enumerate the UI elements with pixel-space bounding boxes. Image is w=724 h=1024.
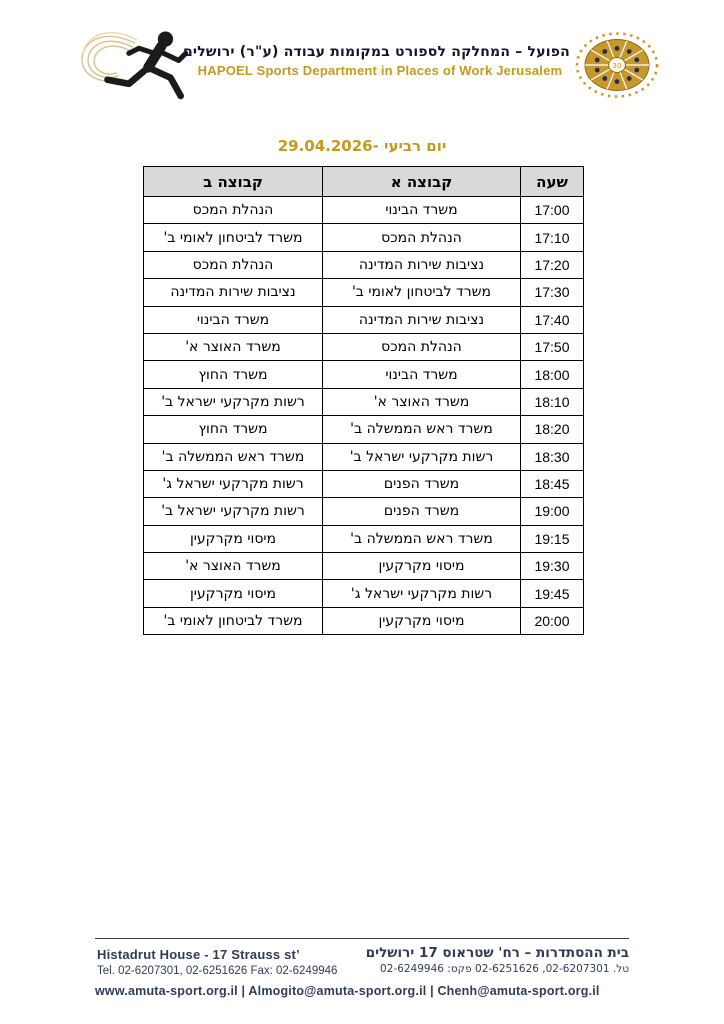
group-a-cell: נציבות שירות המדינה xyxy=(323,306,521,333)
time-cell: 18:45 xyxy=(521,470,584,497)
date-heading: יום רביעי -29.04.2026 xyxy=(277,137,447,155)
footer-address-he-title: בית ההסתדרות – רח' שטראוס 17 ירושלים xyxy=(365,945,629,961)
group-b-cell: משרד ראש הממשלה ב' xyxy=(144,443,323,470)
schedule-table xyxy=(143,166,584,635)
time-cell: 20:00 xyxy=(521,607,584,634)
schedule-row xyxy=(144,197,584,224)
group-b-cell: רשות מקרקעי ישראל ב' xyxy=(144,498,323,525)
time-cell: 17:40 xyxy=(521,306,584,333)
schedule-row xyxy=(144,333,584,360)
time-cell: 19:45 xyxy=(521,580,584,607)
document-header xyxy=(0,0,724,110)
group-b-cell: משרד לביטחון לאומי ב' xyxy=(144,607,323,634)
group-a-cell: מיסוי מקרקעין xyxy=(323,553,521,580)
schedule-row xyxy=(144,498,584,525)
schedule-row xyxy=(144,525,584,552)
runner-logo-icon xyxy=(76,26,198,104)
group-b-cell: משרד לביטחון לאומי ב' xyxy=(144,224,323,251)
schedule-row xyxy=(144,251,584,278)
group-a-cell: משרד הבינוי xyxy=(323,361,521,388)
group-b-cell: הנהלת המכס xyxy=(144,251,323,278)
org-title-hebrew: הפועל – המחלקה לספורט במקומות עבודה (ע"ר) ירושלים xyxy=(182,44,570,60)
org-title-block xyxy=(182,44,570,78)
footer-divider xyxy=(95,938,629,939)
time-cell: 19:15 xyxy=(521,525,584,552)
footer-phone-he: טל. 02-6207301, 02-6251626 פקס: 02-6249946 xyxy=(380,963,629,975)
group-b-cell: משרד הבינוי xyxy=(144,306,323,333)
schedule-row xyxy=(144,470,584,497)
group-b-cell: משרד האוצר א' xyxy=(144,553,323,580)
group-a-cell: רשות מקרקעי ישראל ג' xyxy=(323,580,521,607)
footer-phone-en: Tel. 02-6207301, 02-6251626 Fax: 02-6249946 xyxy=(97,965,338,977)
group-a-cell: הנהלת המכס xyxy=(323,224,521,251)
medal-center-text: 30 xyxy=(612,62,622,70)
group-b-cell: נציבות שירות המדינה xyxy=(144,279,323,306)
time-cell: 18:20 xyxy=(521,416,584,443)
schedule-row xyxy=(144,553,584,580)
schedule-row xyxy=(144,416,584,443)
group-a-cell: משרד הבינוי xyxy=(323,197,521,224)
group-a-cell: הנהלת המכס xyxy=(323,333,521,360)
schedule-row xyxy=(144,279,584,306)
footer-address-english xyxy=(97,947,337,977)
time-cell: 19:00 xyxy=(521,498,584,525)
group-a-cell: מיסוי מקרקעין xyxy=(323,607,521,634)
schedule-row xyxy=(144,361,584,388)
schedule-body xyxy=(144,197,584,635)
group-b-cell: מיסוי מקרקעין xyxy=(144,580,323,607)
footer-address-hebrew xyxy=(366,945,629,975)
group-b-cell: משרד החוץ xyxy=(144,416,323,443)
group-a-cell: משרד ראש הממשלה ב' xyxy=(323,416,521,443)
group-a-cell: רשות מקרקעי ישראל ב' xyxy=(323,443,521,470)
time-cell: 17:00 xyxy=(521,197,584,224)
group-a-cell: משרד לביטחון לאומי ב' xyxy=(323,279,521,306)
group-a-cell: משרד הפנים xyxy=(323,498,521,525)
group-a-cell: נציבות שירות המדינה xyxy=(323,251,521,278)
time-cell: 19:30 xyxy=(521,553,584,580)
footer-contact-links: www.amuta-sport.org.il | Almogito@amuta-sport.org.il | Chenh@amuta-sport.org.il xyxy=(95,984,600,998)
group-b-cell: רשות מקרקעי ישראל ב' xyxy=(144,388,323,415)
time-cell: 18:30 xyxy=(521,443,584,470)
schedule-row xyxy=(144,580,584,607)
group-a-cell: משרד האוצר א' xyxy=(323,388,521,415)
time-cell: 17:30 xyxy=(521,279,584,306)
column-header-group-b: קבוצה ב xyxy=(144,167,323,197)
org-title-english: HAPOEL Sports Department in Places of Work Jerusalem xyxy=(197,63,563,78)
column-header-group-a: קבוצה א xyxy=(323,167,521,197)
time-cell: 17:10 xyxy=(521,224,584,251)
schedule-row xyxy=(144,306,584,333)
time-cell: 18:00 xyxy=(521,361,584,388)
column-header-time: שעה xyxy=(521,167,584,197)
group-b-cell: משרד החוץ xyxy=(144,361,323,388)
schedule-row xyxy=(144,607,584,634)
time-cell: 17:20 xyxy=(521,251,584,278)
schedule-table-wrap xyxy=(143,166,583,635)
schedule-header-row xyxy=(144,167,584,197)
schedule-row xyxy=(144,388,584,415)
medal-emblem-icon xyxy=(575,32,659,98)
schedule-row xyxy=(144,443,584,470)
time-cell: 18:10 xyxy=(521,388,584,415)
group-b-cell: משרד האוצר א' xyxy=(144,333,323,360)
group-a-cell: משרד הפנים xyxy=(323,470,521,497)
group-a-cell: משרד ראש הממשלה ב' xyxy=(323,525,521,552)
footer-address-en-title: Histadrut House - 17 Strauss st’ xyxy=(97,947,300,962)
time-cell: 17:50 xyxy=(521,333,584,360)
schedule-row xyxy=(144,224,584,251)
group-b-cell: מיסוי מקרקעין xyxy=(144,525,323,552)
group-b-cell: הנהלת המכס xyxy=(144,197,323,224)
group-b-cell: רשות מקרקעי ישראל ג' xyxy=(144,470,323,497)
